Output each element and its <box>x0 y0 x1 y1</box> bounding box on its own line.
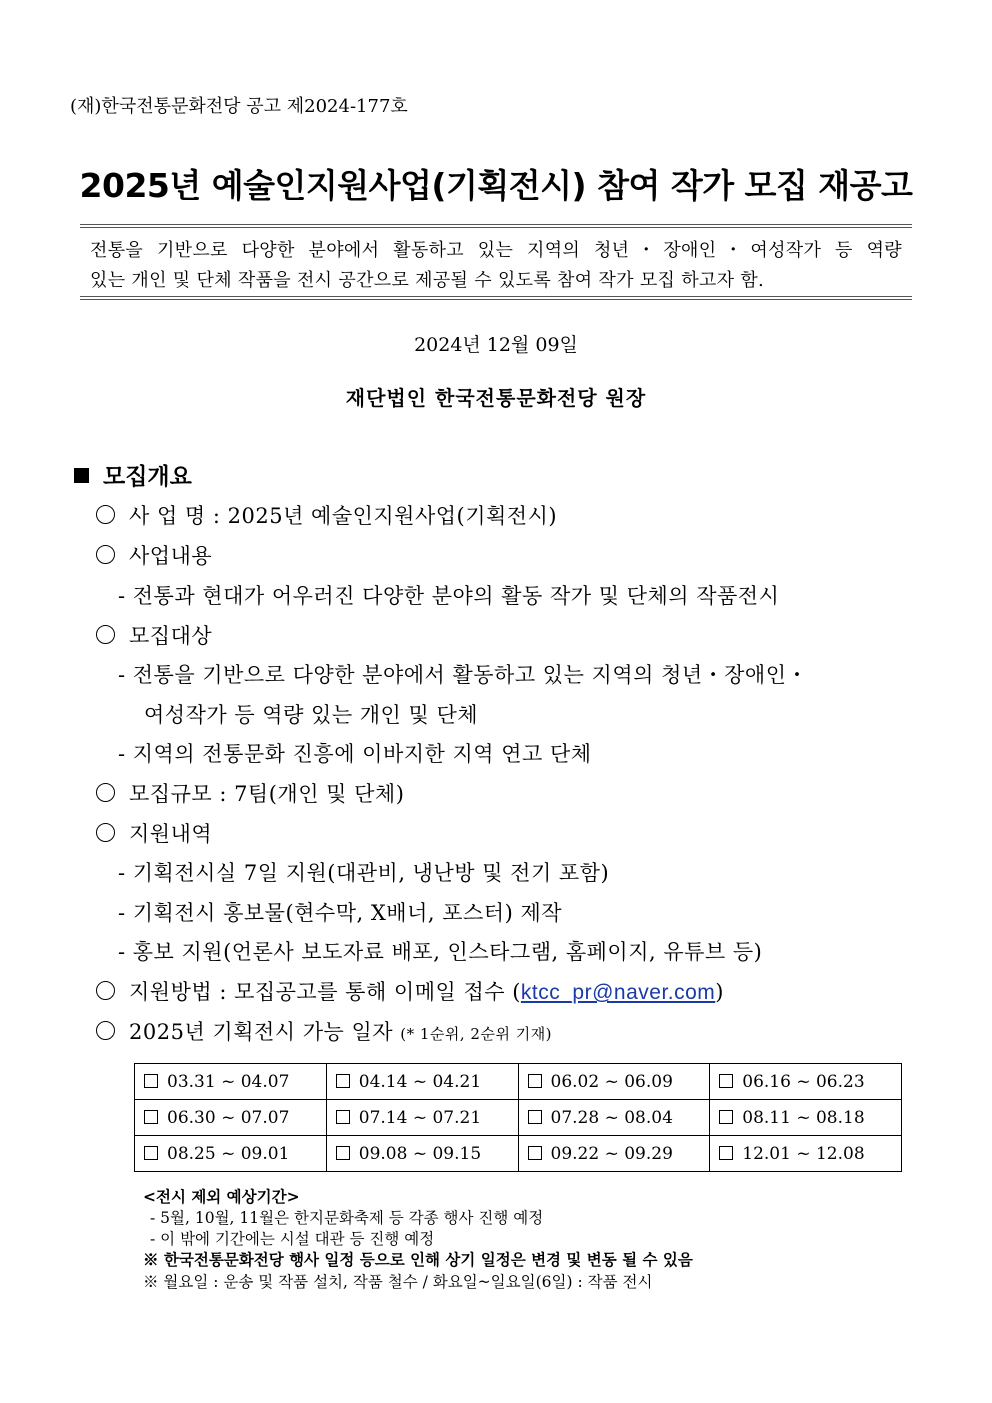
summary-box <box>80 224 912 300</box>
date-option-label: 09.08 ~ 09.15 <box>358 1143 482 1164</box>
item-text: ) <box>715 980 724 1004</box>
date-option-label: 04.14 ~ 04.21 <box>358 1071 482 1092</box>
issuer: 재단법인 한국전통문화전당 원장 <box>345 386 647 410</box>
date-option-label: 07.28 ~ 08.04 <box>550 1107 673 1128</box>
circle-bullet-icon <box>96 981 115 1000</box>
circle-bullet-icon <box>96 1021 115 1040</box>
sub-item: - 지역의 전통문화 진흥에 이바지한 지역 연고 단체 <box>118 742 592 766</box>
checkbox-icon[interactable] <box>719 1146 733 1160</box>
item-text: 사업내용 <box>129 544 213 568</box>
square-bullet-icon <box>74 468 89 483</box>
dates-note: (* 1순위, 2순위 기재) <box>400 1025 553 1043</box>
item-target <box>96 620 212 650</box>
date-option-label: 06.16 ~ 06.23 <box>742 1071 865 1092</box>
sub-item: - 전통과 현대가 어우러진 다양한 분야의 활동 작가 및 단체의 작품전시 <box>118 584 780 608</box>
item-dates <box>96 1016 552 1046</box>
checkbox-icon[interactable] <box>336 1146 350 1160</box>
excluded-item: - 5월, 10월, 11월은 한지문화축제 등 각종 행사 진행 예정 <box>150 1209 544 1227</box>
date-option-label: 07.14 ~ 07.21 <box>358 1107 482 1128</box>
date-option[interactable] <box>710 1136 902 1172</box>
item-text: 지원내역 <box>129 822 213 846</box>
checkbox-icon[interactable] <box>336 1110 350 1124</box>
date-option[interactable] <box>710 1064 902 1100</box>
date-row <box>135 1100 902 1136</box>
date-option[interactable] <box>135 1136 327 1172</box>
circle-bullet-icon <box>96 625 115 644</box>
date-option-label: 08.25 ~ 09.01 <box>167 1143 290 1164</box>
checkbox-icon[interactable] <box>144 1074 158 1088</box>
schedule-note: ※ 월요일 : 운송 및 작품 설치, 작품 철수 / 화요일~일요일(6일) : 작품 전시 <box>143 1273 653 1291</box>
date-option-label: 06.02 ~ 06.09 <box>550 1071 673 1092</box>
date-option[interactable] <box>135 1064 327 1100</box>
section-heading-label: 모집개요 <box>103 464 192 490</box>
checkbox-icon[interactable] <box>719 1110 733 1124</box>
page-title: 2025년 예술인지원사업(기획전시) 참여 작가 모집 재공고 <box>79 166 913 205</box>
summary-line: 있는 개인 및 단체 작품을 전시 공간으로 제공될 수 있도록 참여 작가 모집 하고자 함. <box>90 270 765 291</box>
announcement-date: 2024년 12월 09일 <box>414 334 578 356</box>
date-option-label: 03.31 ~ 04.07 <box>167 1071 290 1092</box>
warning-note: ※ 한국전통문화전당 행사 일정 등으로 인해 상기 일정은 변경 및 변동 될 수 있음 <box>143 1250 693 1269</box>
checkbox-icon[interactable] <box>719 1074 733 1088</box>
date-options-table <box>134 1063 902 1172</box>
date-option[interactable] <box>326 1064 518 1100</box>
summary-text <box>90 236 902 296</box>
date-option[interactable] <box>518 1136 710 1172</box>
checkbox-icon[interactable] <box>144 1110 158 1124</box>
circle-bullet-icon <box>96 823 115 842</box>
checkbox-icon[interactable] <box>528 1110 542 1124</box>
notice-number: (재)한국전통문화전당 공고 제2024-177호 <box>70 96 408 117</box>
item-project-name <box>96 500 557 530</box>
item-method <box>96 976 724 1006</box>
checkbox-icon[interactable] <box>528 1074 542 1088</box>
circle-bullet-icon <box>96 505 115 524</box>
date-option-label: 06.30 ~ 07.07 <box>167 1107 290 1128</box>
item-scale <box>96 778 404 808</box>
item-support <box>96 818 212 848</box>
circle-bullet-icon <box>96 545 115 564</box>
date-option[interactable] <box>710 1100 902 1136</box>
item-text: 모집대상 <box>129 624 213 648</box>
sub-item-continued: 여성작가 등 역량 있는 개인 및 단체 <box>144 703 479 727</box>
sub-item: - 전통을 기반으로 다양한 분야에서 활동하고 있는 지역의 청년・장애인・ <box>118 663 809 687</box>
sub-item: - 홍보 지원(언론사 보도자료 배포, 인스타그램, 홈페이지, 유튜브 등) <box>118 940 763 964</box>
date-option[interactable] <box>518 1100 710 1136</box>
item-text: 지원방법 : 모집공고를 통해 이메일 접수 ( <box>129 980 521 1004</box>
date-option[interactable] <box>518 1064 710 1100</box>
date-row <box>135 1136 902 1172</box>
date-row <box>135 1064 902 1100</box>
sub-item: - 기획전시 홍보물(현수막, X배너, 포스터) 제작 <box>118 901 563 925</box>
item-text: 모집규모 : 7팀(개인 및 단체) <box>129 782 405 806</box>
checkbox-icon[interactable] <box>144 1146 158 1160</box>
item-content <box>96 540 212 570</box>
email-link[interactable]: ktcc_pr@naver.com <box>520 981 716 1004</box>
item-text: 2025년 기획전시 가능 일자 <box>129 1020 394 1044</box>
date-option[interactable] <box>326 1100 518 1136</box>
checkbox-icon[interactable] <box>528 1146 542 1160</box>
section-heading <box>74 458 192 491</box>
excluded-item: - 이 밖에 기간에는 시설 대관 등 진행 예정 <box>150 1230 435 1248</box>
checkbox-icon[interactable] <box>336 1074 350 1088</box>
item-text: 사 업 명 : 2025년 예술인지원사업(기획전시) <box>129 504 558 528</box>
date-option-label: 08.11 ~ 08.18 <box>742 1107 865 1128</box>
summary-line: 전통을 기반으로 다양한 분야에서 활동하고 있는 지역의 청년・장애인・여성작가 등 역량 <box>90 240 902 261</box>
date-option[interactable] <box>135 1100 327 1136</box>
date-option-label: 12.01 ~ 12.08 <box>742 1143 865 1164</box>
sub-item: - 기획전시실 7일 지원(대관비, 냉난방 및 전기 포함) <box>118 861 610 885</box>
date-option-label: 09.22 ~ 09.29 <box>550 1143 673 1164</box>
date-option[interactable] <box>326 1136 518 1172</box>
excluded-heading: <전시 제외 예상기간> <box>143 1187 300 1206</box>
circle-bullet-icon <box>96 783 115 802</box>
